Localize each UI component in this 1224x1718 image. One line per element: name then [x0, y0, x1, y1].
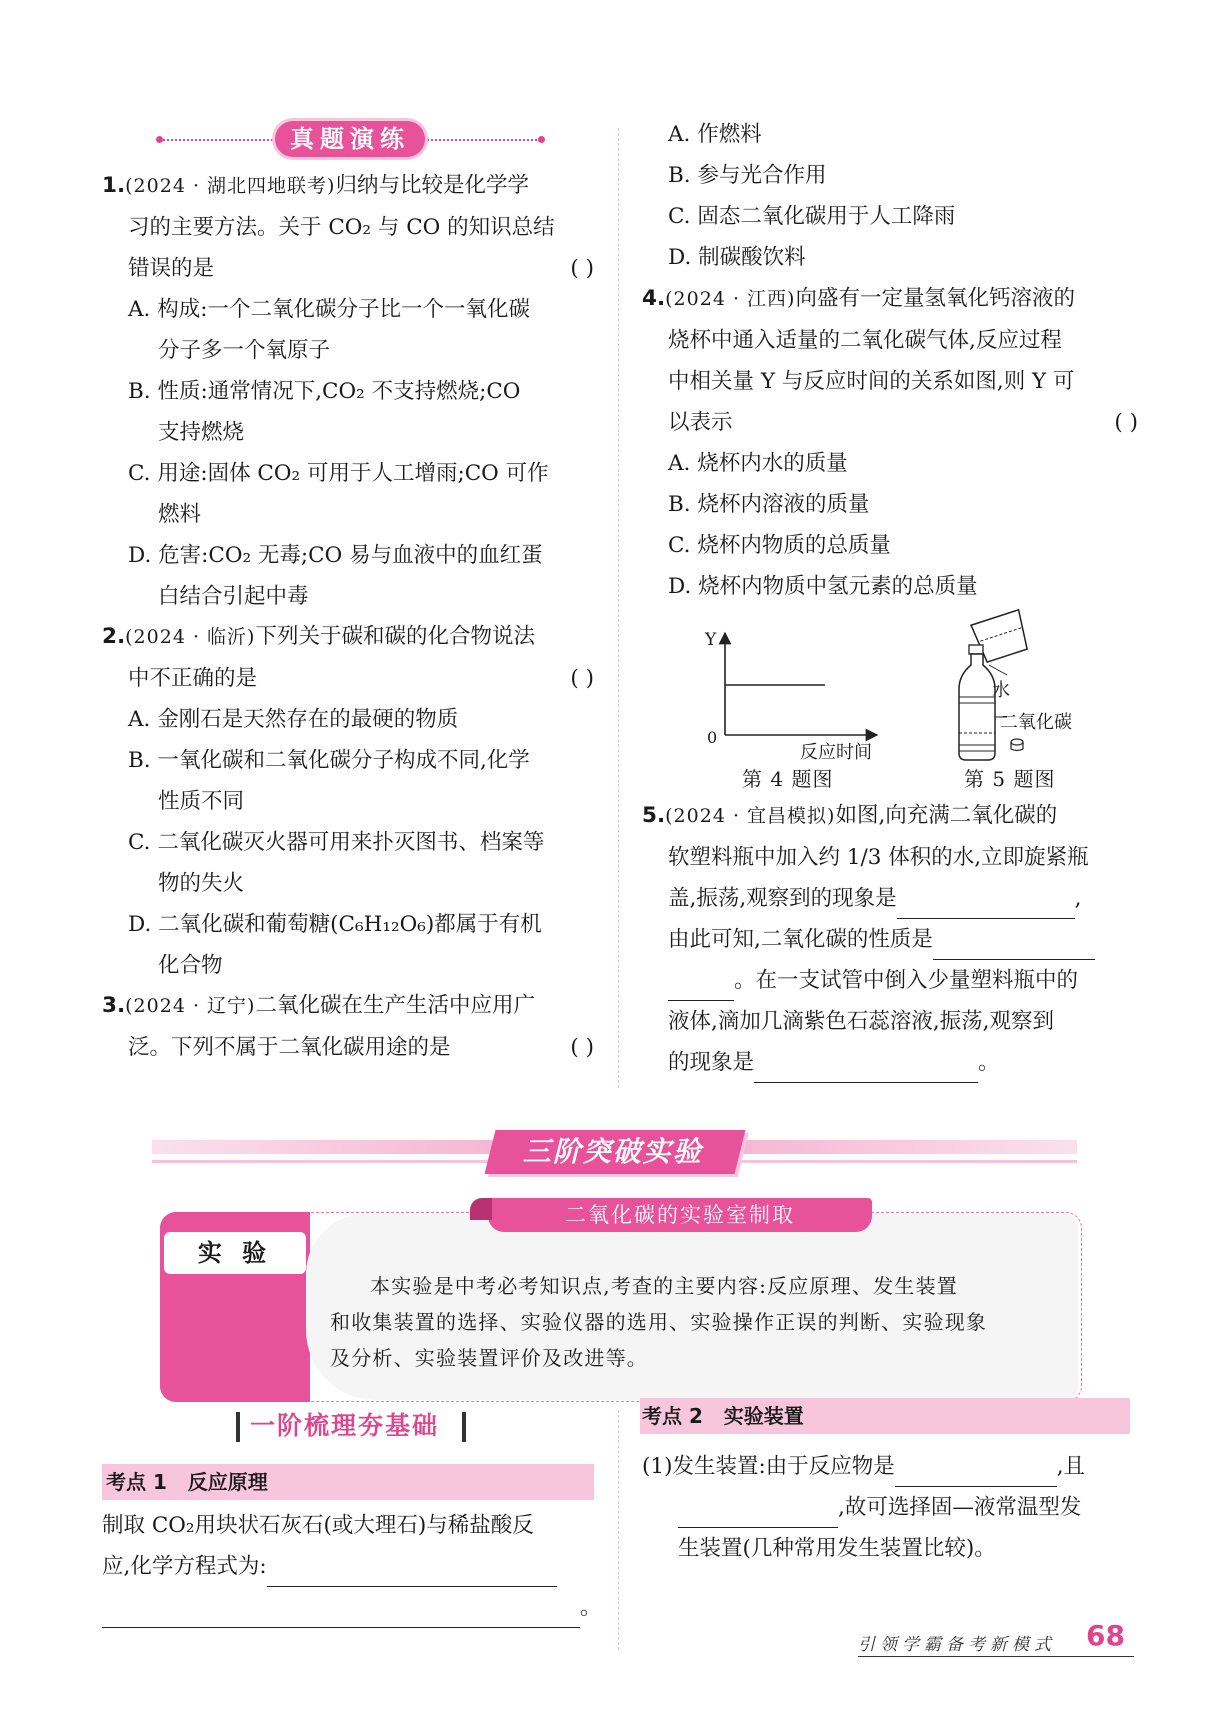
section-heading-dot-right: [538, 136, 545, 143]
question-source: (2024 · 宜昌模拟): [665, 805, 836, 827]
experiment-description: [330, 1268, 1070, 1376]
question-number: 4.: [642, 286, 666, 311]
description-line: 及分析、实验装置评价及改进等。: [330, 1346, 648, 1370]
kp1-text: 应,化学方程式为:: [102, 1554, 267, 1579]
section-heading-dot-left: [156, 136, 163, 143]
question-text: 软塑料瓶中加入约 1/3 体积的水,立即旋紧瓶: [668, 845, 1089, 870]
option-a: A. 作燃料: [668, 122, 762, 147]
option-c: C. 固态二氧化碳用于人工降雨: [668, 204, 956, 229]
answer-paren: ( ): [570, 256, 594, 281]
question-3-options: [668, 114, 1138, 278]
equation-blank[interactable]: [267, 1560, 557, 1587]
experiment-tag: 实 验: [164, 1232, 306, 1274]
equation-blank-2[interactable]: [102, 1601, 580, 1628]
option-a: A. 金刚石是天然存在的最硬的物质: [128, 707, 459, 732]
page-number: 68: [1086, 1619, 1125, 1652]
question-text: 下列关于碳和碳的化合物说法: [255, 624, 535, 649]
question-text: 向盛有一定量氢氧化钙溶液的: [795, 286, 1075, 311]
kp1-body: [102, 1505, 602, 1628]
option-b: B. 烧杯内溶液的质量: [668, 492, 870, 517]
question-text: 烧杯中通入适量的二氧化碳气体,反应过程: [668, 328, 1062, 353]
question-2: [102, 616, 594, 986]
question-number: 1.: [102, 173, 126, 198]
option-a: A. 构成:一个二氧化碳分子比一个一氧化碳: [128, 297, 530, 322]
column-divider: [618, 128, 619, 1088]
column-divider-lower: [618, 1410, 619, 1650]
question-source: (2024 · 临沂): [125, 626, 256, 648]
question-1: [102, 165, 594, 617]
option-c: C. 用途:固体 CO₂ 可用于人工增雨;CO 可作: [128, 461, 549, 486]
question-number: 5.: [642, 803, 666, 828]
option-a-cont: 分子多一个氧原子: [158, 338, 331, 363]
question-text: 由此可知,二氧化碳的性质是: [668, 927, 933, 952]
section-heading: 真题演练: [275, 121, 425, 157]
stage1-bar-right: [462, 1412, 466, 1442]
question-text: 归纳与比较是化学学: [335, 173, 529, 198]
fig5-water-label: 水: [992, 680, 1010, 701]
option-b: B. 性质:通常情况下,CO₂ 不支持燃烧;CO: [128, 379, 521, 404]
option-d-cont: 白结合引起中毒: [158, 584, 309, 609]
punctuation: 。: [580, 1595, 602, 1620]
experiment-title-tab: [470, 1198, 492, 1220]
question-text: 液体,滴加几滴紫色石蕊溶液,振荡,观察到: [668, 1009, 1055, 1034]
fig4-origin: 0: [707, 728, 718, 747]
option-d: D. 烧杯内物质中氢元素的总质量: [668, 574, 978, 599]
answer-paren: ( ): [1114, 410, 1138, 435]
banner-title: 三阶突破实验: [485, 1130, 746, 1174]
fig5-caption: 第 5 题图: [964, 767, 1056, 791]
question-text: 如图,向充满二氧化碳的: [835, 803, 1058, 828]
fig4-caption: 第 4 题图: [742, 767, 834, 791]
kp2-text: (1)发生装置:由于反应物是: [642, 1454, 895, 1479]
condition-blank[interactable]: [678, 1501, 838, 1528]
option-a: A. 烧杯内水的质量: [668, 451, 848, 476]
option-d-cont: 化合物: [158, 953, 223, 978]
kp1-text: 制取 CO₂用块状石灰石(或大理石)与稀盐酸反: [102, 1513, 534, 1538]
question-text: 中相关量 Y 与反应时间的关系如图,则 Y 可: [668, 369, 1075, 394]
question-number: 3.: [102, 993, 126, 1018]
description-line: 和收集装置的选择、实验仪器的选用、实验操作正误的判断、实验现象: [330, 1310, 988, 1334]
question-text: 以表示: [668, 410, 733, 435]
option-c-cont: 燃料: [158, 502, 202, 527]
question-text: 中不正确的是: [128, 666, 258, 691]
description-line: 本实验是中考必考知识点,考查的主要内容:反应原理、发生装置: [370, 1274, 958, 1298]
question-text: 泛。下列不属于二氧化碳用途的是: [128, 1035, 451, 1060]
kp2-text: ,且: [1056, 1454, 1086, 1479]
stage1-heading: 一阶梳理夯基础: [250, 1411, 440, 1440]
bottle-icon: [959, 645, 995, 760]
answer-blank[interactable]: [933, 933, 1095, 960]
option-b-cont: 支持燃烧: [158, 420, 245, 445]
kp2-body: [642, 1446, 1138, 1569]
question-text: 错误的是: [128, 256, 215, 281]
question-number: 2.: [102, 624, 126, 649]
reactant-blank[interactable]: [895, 1460, 1057, 1487]
fig5-co2-label: 二氧化碳: [1000, 712, 1072, 733]
question-text: 的现象是: [668, 1050, 755, 1075]
cap-icon: [1011, 739, 1023, 751]
option-b: B. 一氧化碳和二氧化碳分子构成不同,化学: [128, 748, 530, 773]
option-c: C. 二氧化碳灭火器可用来扑灭图书、档案等: [128, 830, 545, 855]
question-3: [102, 985, 594, 1068]
option-d: D. 危害:CO₂ 无毒;CO 易与血液中的血红蛋: [128, 543, 543, 568]
footer-slogan: 引领学霸备考新模式: [858, 1635, 1056, 1655]
question-text: 二氧化碳在生产生活中应用广: [255, 993, 535, 1018]
question-text: 。在一支试管中倒入少量塑料瓶中的: [734, 968, 1079, 993]
kp2-title: 考点 2 实验装置: [642, 1404, 804, 1428]
answer-paren: ( ): [570, 666, 594, 691]
stage1-bar-left: [236, 1412, 240, 1442]
option-d: D. 制碳酸饮料: [668, 245, 806, 270]
option-d: D. 二氧化碳和葡萄糖(C₆H₁₂O₆)都属于有机: [128, 912, 542, 937]
answer-blank[interactable]: [668, 974, 734, 1001]
question-text: 习的主要方法。关于 CO₂ 与 CO 的知识总结: [128, 215, 555, 240]
option-b: B. 参与光合作用: [668, 163, 827, 188]
option-b-cont: 性质不同: [158, 789, 245, 814]
kp1-title: 考点 1 反应原理: [106, 1470, 268, 1494]
fig4-x-label: 反应时间: [800, 742, 872, 763]
option-c-cont: 物的失火: [158, 871, 245, 896]
punctuation: 。: [978, 1050, 1000, 1075]
answer-paren: ( ): [570, 1035, 594, 1060]
kp2-text: 生装置(几种常用发生装置比较)。: [678, 1536, 996, 1561]
question-source: (2024 · 江西): [665, 288, 796, 310]
footer-rule: [858, 1656, 1134, 1657]
answer-blank[interactable]: [754, 1056, 978, 1083]
option-c: C. 烧杯内物质的总质量: [668, 533, 891, 558]
question-5: [642, 795, 1138, 1083]
figure-4-graph: [700, 630, 880, 750]
fig4-y-label: Y: [705, 630, 717, 650]
kp2-text: ,故可选择固—液常温型发: [838, 1495, 1082, 1520]
punctuation: ,: [1074, 886, 1082, 911]
question-source: (2024 · 湖北四地联考): [125, 175, 336, 197]
question-source: (2024 · 辽宁): [125, 995, 256, 1017]
question-4: [642, 278, 1138, 607]
experiment-title: 二氧化碳的实验室制取: [488, 1198, 872, 1232]
question-text: 盖,振荡,观察到的现象是: [668, 886, 897, 911]
answer-blank[interactable]: [897, 892, 1075, 919]
